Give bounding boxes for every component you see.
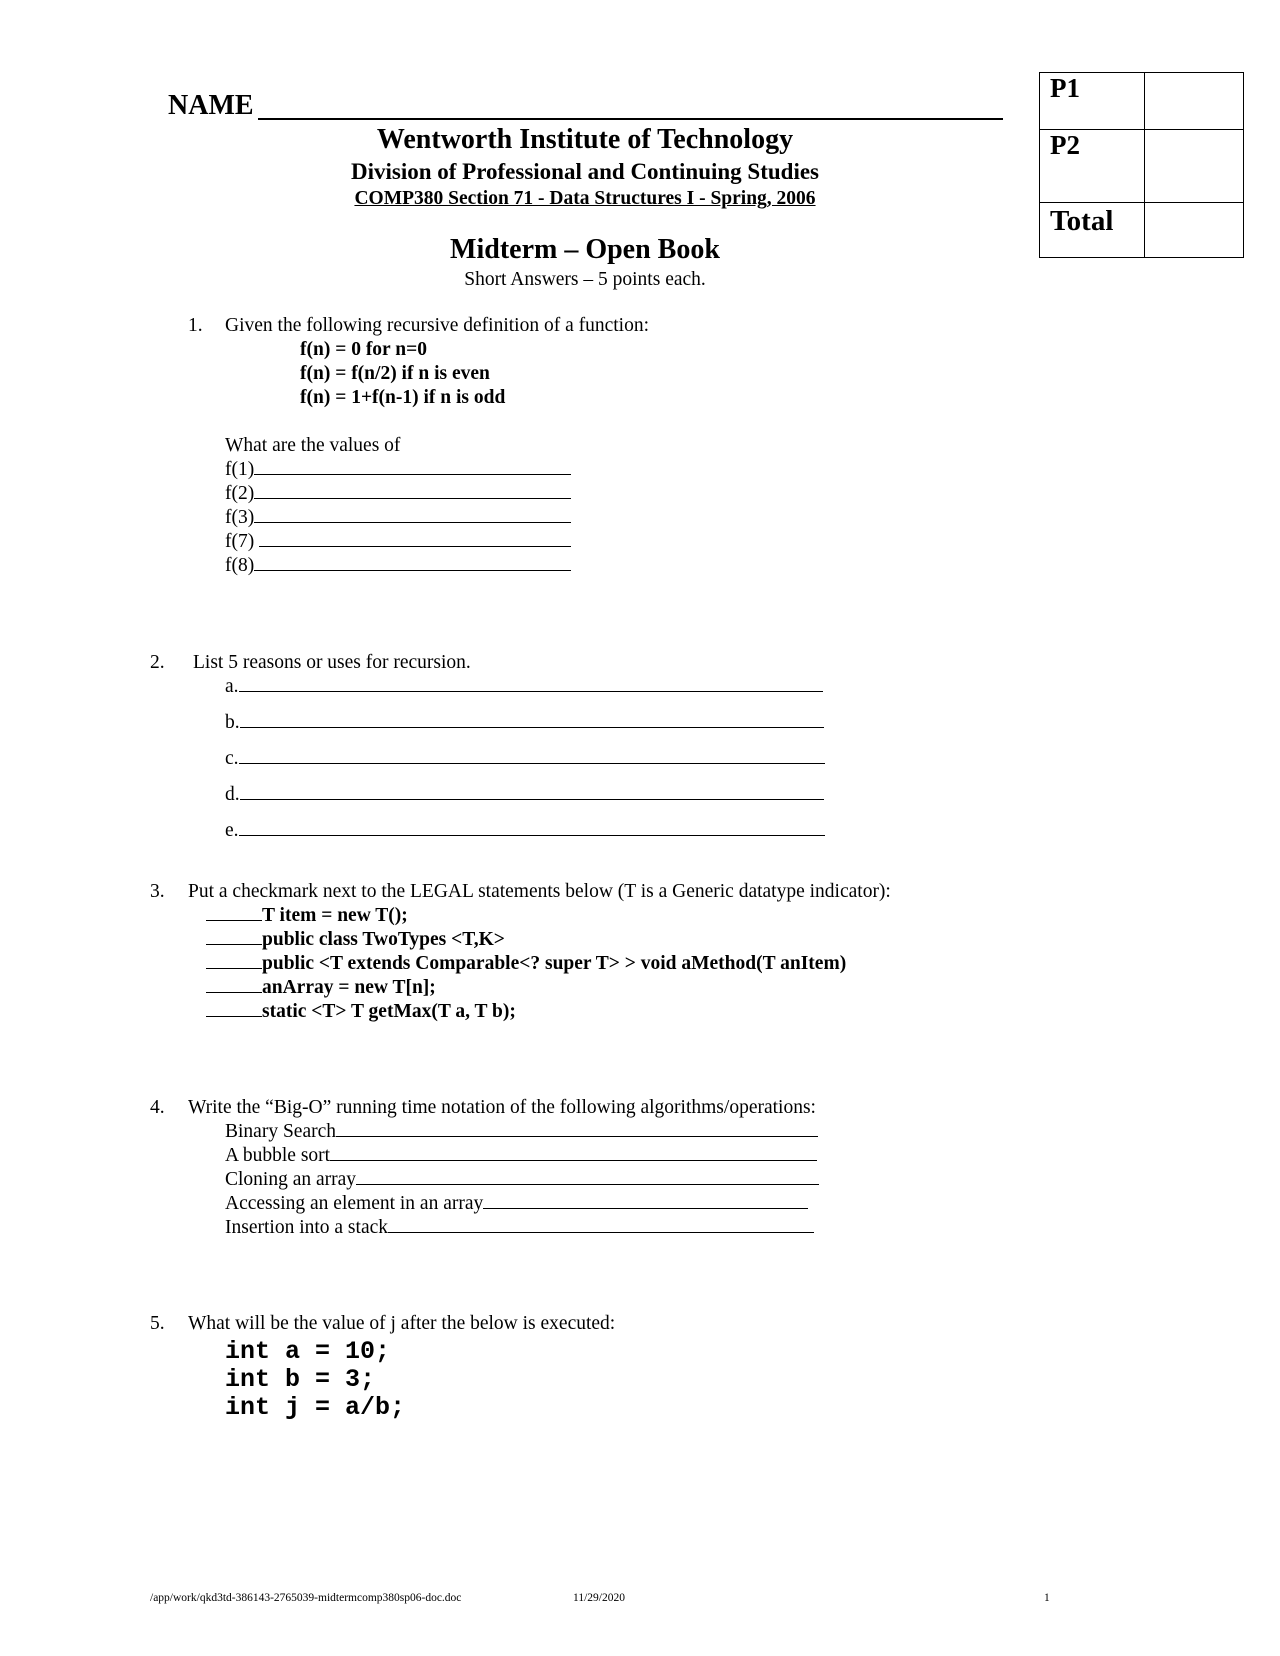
q4-answer-row — [225, 1169, 819, 1191]
score-table — [1039, 72, 1244, 258]
q4-answer-row — [225, 1217, 814, 1239]
q1-definition: f(n) = 1+f(n-1) if n is odd — [300, 387, 506, 408]
q3-statement-row — [206, 929, 505, 951]
q4-item-label: Accessing an element in an array — [225, 1193, 484, 1214]
q4-item-label: A bubble sort — [225, 1145, 331, 1166]
q3-statement-row — [206, 977, 436, 999]
q2-answer-row — [225, 676, 823, 698]
q1-number: 1. — [188, 315, 203, 336]
q3-statement: T item = new T(); — [262, 905, 408, 926]
q2-number: 2. — [150, 652, 165, 673]
q5-prompt: What will be the value of j after the below is executed: — [188, 1313, 616, 1334]
answer-line[interactable] — [240, 726, 824, 728]
q1-answer-row — [225, 555, 571, 577]
q2-item-label: d. — [225, 784, 240, 805]
q4-number: 4. — [150, 1097, 165, 1118]
q5-code-line: int a = 10; — [225, 1337, 391, 1366]
q1-item-label: f(8) — [225, 555, 255, 576]
q4-item-label: Insertion into a stack — [225, 1217, 388, 1238]
answer-line[interactable] — [259, 545, 571, 547]
q3-statement: public <T extends Comparable<? super T> > void aMethod(T anItem) — [262, 953, 847, 974]
q3-statement: public class TwoTypes <T,K> — [262, 929, 505, 950]
q1-definition: f(n) = 0 for n=0 — [300, 339, 427, 360]
name-blank-line[interactable] — [258, 118, 1003, 120]
checkmark-blank[interactable] — [206, 967, 262, 969]
q2-answer-row — [225, 820, 825, 842]
score-value-total[interactable] — [1145, 203, 1244, 258]
answer-line[interactable] — [239, 762, 825, 764]
q2-answer-row — [225, 784, 824, 806]
q3-statement: static <T> T getMax(T a, T b); — [262, 1001, 516, 1022]
q2-answer-row — [225, 748, 825, 770]
q1-item-label: f(1) — [225, 459, 255, 480]
q3-statement-row — [206, 953, 846, 975]
answer-line[interactable] — [483, 1207, 808, 1209]
q4-answer-row — [225, 1193, 808, 1215]
answer-line[interactable] — [254, 497, 571, 499]
q3-prompt: Put a checkmark next to the LEGAL statements below (T is a Generic datatype indicator): — [188, 881, 891, 902]
checkmark-blank[interactable] — [206, 991, 262, 993]
q1-prompt: Given the following recursive definition of a function: — [225, 315, 650, 336]
checkmark-blank[interactable] — [206, 943, 262, 945]
q3-number: 3. — [150, 881, 165, 902]
division-title: Division of Professional and Continuing Studies — [351, 159, 819, 184]
q2-item-label: c. — [225, 748, 239, 769]
answer-line[interactable] — [239, 834, 825, 836]
q4-answer-row — [225, 1121, 818, 1143]
q1-answer-row — [225, 507, 571, 529]
q5-number: 5. — [150, 1313, 165, 1334]
q1-ask: What are the values of — [225, 435, 401, 456]
answer-line[interactable] — [254, 569, 571, 571]
q4-answer-row — [225, 1145, 817, 1167]
answer-line[interactable] — [254, 521, 571, 523]
answer-line[interactable] — [330, 1159, 817, 1161]
course-title: COMP380 Section 71 - Data Structures I - Spring, 2006 — [354, 188, 816, 209]
footer-file-path: /app/work/qkd3td-386143-2765039-midtermcomp380sp06-doc.doc — [150, 1592, 462, 1604]
q1-answer-row — [225, 483, 571, 505]
q2-answer-row — [225, 712, 824, 734]
name-label: NAME — [168, 90, 254, 121]
q2-item-label: a. — [225, 676, 239, 697]
exam-title: Midterm – Open Book — [450, 234, 720, 265]
q1-item-label: f(7) — [225, 531, 260, 552]
q2-item-label: e. — [225, 820, 239, 841]
footer-page-number: 1 — [1044, 1592, 1050, 1604]
score-value-p1[interactable] — [1145, 73, 1244, 130]
q1-answer-row — [225, 459, 571, 481]
answer-line[interactable] — [356, 1183, 819, 1185]
q3-statement: anArray = new T[n]; — [262, 977, 436, 998]
q2-prompt: List 5 reasons or uses for recursion. — [193, 652, 471, 673]
q4-item-label: Cloning an array — [225, 1169, 357, 1190]
q1-item-label: f(3) — [225, 507, 255, 528]
answer-line[interactable] — [240, 798, 824, 800]
footer-date: 11/29/2020 — [573, 1592, 625, 1604]
q1-item-label: f(2) — [225, 483, 255, 504]
score-value-p2[interactable] — [1145, 130, 1244, 203]
answer-line[interactable] — [336, 1135, 818, 1137]
q5-code-line: int b = 3; — [225, 1365, 376, 1394]
checkmark-blank[interactable] — [206, 1015, 262, 1017]
q5-code-line: int j = a/b; — [225, 1393, 406, 1422]
score-label-p1: P1 — [1040, 73, 1145, 130]
exam-subtitle: Short Answers – 5 points each. — [464, 269, 706, 290]
answer-line[interactable] — [254, 473, 571, 475]
q4-prompt: Write the “Big-O” running time notation of the following algorithms/operations: — [188, 1097, 816, 1118]
answer-line[interactable] — [239, 690, 823, 692]
score-label-p2: P2 — [1040, 130, 1145, 203]
institution-title: Wentworth Institute of Technology — [376, 124, 794, 155]
q3-statement-row — [206, 1001, 516, 1023]
q1-definition: f(n) = f(n/2) if n is even — [300, 363, 490, 384]
score-label-total: Total — [1040, 203, 1145, 258]
answer-line[interactable] — [388, 1231, 814, 1233]
q2-item-label: b. — [225, 712, 240, 733]
checkmark-blank[interactable] — [206, 919, 262, 921]
q1-answer-row — [225, 531, 571, 553]
q3-statement-row — [206, 905, 408, 927]
q4-item-label: Binary Search — [225, 1121, 337, 1142]
